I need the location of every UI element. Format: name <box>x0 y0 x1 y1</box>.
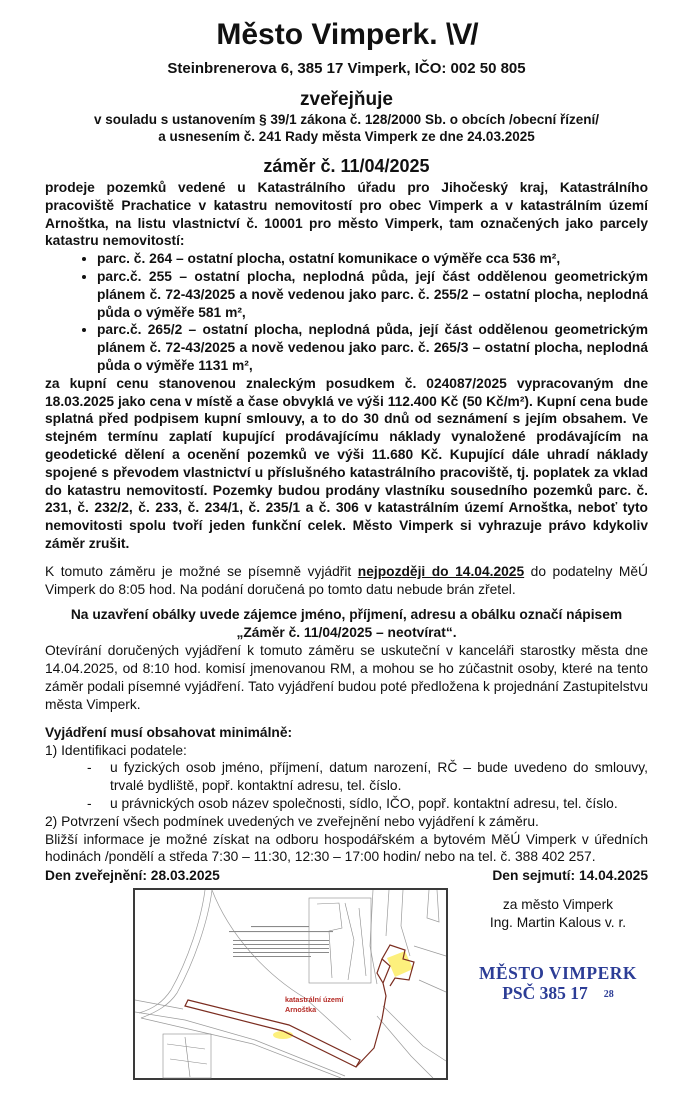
parcel-item-264: • parc. č. 264 – ostatní plocha, ostatní komunikace o výměře cca 536 m², <box>97 250 648 268</box>
removal-date: Den sejmutí: 14.04.2025 <box>492 868 648 884</box>
info-paragraph: Bližší informace je možné získat na odboru hospodářském a bytovém MěÚ Vimperk v úředních hodinách /pondělí a středa 7:30 – 11:30, 12:30 – 17:00 hodin/ nebo na tel. č. 388 402 257. <box>45 831 648 865</box>
publishes-heading: zveřejňuje <box>300 89 393 110</box>
cadastral-map-image <box>133 888 448 1081</box>
opening-paragraph: Otevírání doručených vyjádření k tomuto záměru se uskuteční v kanceláři starostky města dne 14.04.2025, od 8:10 hod. komisí jmenovanou RM, a mohou se ho zúčastnit osoby, které na tento záměr podali písemné vyjádření. Tato vyjádření budou poté předložena k projednání Zastupitelstvu města Vimperk. <box>45 643 648 712</box>
city-logo-icon: \V/ <box>445 18 477 51</box>
legal-reference-line2: a usnesením č. 241 Rady města Vimperk ze dne 24.03.2025 <box>158 129 535 144</box>
envelope-line2: „Záměr č. 11/04/2025 – neotvírat“. <box>236 625 457 641</box>
cadastral-map <box>133 888 448 1081</box>
price-terms-paragraph: za kupní cenu stanovenou znaleckým posudkem č. 024087/2025 vypracovaným dne 18.03.2025 jako cena v místě a čase obvyklá ve výši 112.400 Kč (50 Kč/m²). Kupní cena bude splatná před podpisem kupní smlouvy, a to do 30 dnů od seznámení s jejím obsahem. Ve stejném termínu zaplatí kupující prodávajícímu náklady vynaložené prodávajícím na geodetické dělení a ocenění pozemků ve výši 11.680 Kč. Kupující dále uhradí náklady spojené s převodem vlastnictví u příslušného katastrálního pracoviště, tj. poplatek za vklad do katastru nemovitostí. Pozemky budou prodány vlastníku sousedního pozemků parc. č. 231, č. 232/2, č. 233, č. 234/1, č. 235/1 a č. 306 v katastrálním území Arnoštka, neboť tyto nemovitosti spolu tvoří jeden funkční celek. Město Vimperk si vyhrazuje právo kdykoliv záměr zrušit. <box>45 375 648 551</box>
signature-column <box>468 888 648 1081</box>
requirement-1: 1) Identifikaci podatele: <box>45 742 187 758</box>
parcel-item-255: • parc.č. 255 – ostatní plocha, neplodná půda, její část oddělenou geometrickým plánem č. 72-43/2025 a nově vedenou jako parc. č. 255/2 – ostatní plocha, neplodná půda o výměře 581 m², <box>97 268 648 321</box>
map-label-territory-name: Arnoštka <box>285 1005 317 1015</box>
legal-reference-line1: v souladu s ustanovením § 39/1 zákona č. 128/2000 Sb. o obcích /obecní řízení/ <box>94 112 599 127</box>
page-title <box>45 18 648 52</box>
stamp-postal-code <box>468 983 648 1005</box>
intent-number-heading: záměr č. 11/04/2025 <box>263 156 430 176</box>
stamp-psc-text: PSČ 385 17 <box>502 983 588 1004</box>
envelope-line1: Na uzavření obálky uvede zájemce jméno, příjmení, adresu a obálku označí nápisem <box>70 607 623 623</box>
requirement-2: 2) Potvrzení všech podmínek uvedených ve zveřejnění nebo vyjádření k záměru. <box>45 813 539 829</box>
parcel-item-265-2: • parc.č. 265/2 – ostatní plocha, neplodná půda, její část oddělenou geometrickým plánem č. 72-43/2025 a nově vedenou jako parc. č. 265/3 – ostatní plocha, neplodná půda o výměře 1131 m², <box>97 321 648 374</box>
deadline-paragraph <box>45 563 648 599</box>
stamp-number: 28 <box>603 989 614 1001</box>
stamp-city-name: MĚSTO VIMPERK <box>478 963 638 984</box>
requirement-1-item-companies: - u právnických osob název společnosti, sídlo, IČO, popř. kontaktní adresu, tel. číslo. <box>45 795 648 813</box>
intro-paragraph: prodeje pozemků vedené u Katastrálního úřadu pro Jihočeský kraj, Katastrálního pracoviště Prachatice v katastru nemovitostí pro obec Vimperk a v katastrálním území Arnoštka, na listu vlastnictví č. 10001 pro město Vimperk, tam označených jako parcely katastru nemovitostí: <box>45 180 648 249</box>
requirement-1-item-persons: - u fyzických osob jméno, příjmení, datum narození, RČ – bude uvedeno do smlouvy, trvalé bydliště, popř. kontaktní adresu, tel. číslo. <box>45 759 648 795</box>
signature-name: Ing. Martin Kalous v. r. <box>489 914 627 930</box>
parcel-list <box>45 250 648 375</box>
publication-date: Den zveřejnění: 28.03.2025 <box>45 868 220 884</box>
signature-for-city: za město Vimperk <box>502 897 614 913</box>
dates-row <box>45 867 648 885</box>
deadline-text-post: do podatelny MěÚ Vimperk do 8:05 hod. Na podání doručená po tomto datu nebude brán zřetel. <box>45 563 648 597</box>
requirements-title: Vyjádření musí obsahovat minimálně: <box>45 724 293 740</box>
envelope-instructions <box>45 606 648 642</box>
bottom-section <box>45 888 648 1081</box>
deadline-text-pre: K tomuto záměru je možné se písemně vyjádřit <box>45 563 358 579</box>
deadline-date: nejpozději do 14.04.2025 <box>357 563 525 579</box>
city-address: Steinbrenerova 6, 385 17 Vimperk, IČO: 002 50 805 <box>167 60 526 77</box>
city-name: Město Vimperk. <box>216 18 438 51</box>
city-stamp <box>468 963 648 1005</box>
map-label-territory: katastrální území <box>285 995 344 1005</box>
